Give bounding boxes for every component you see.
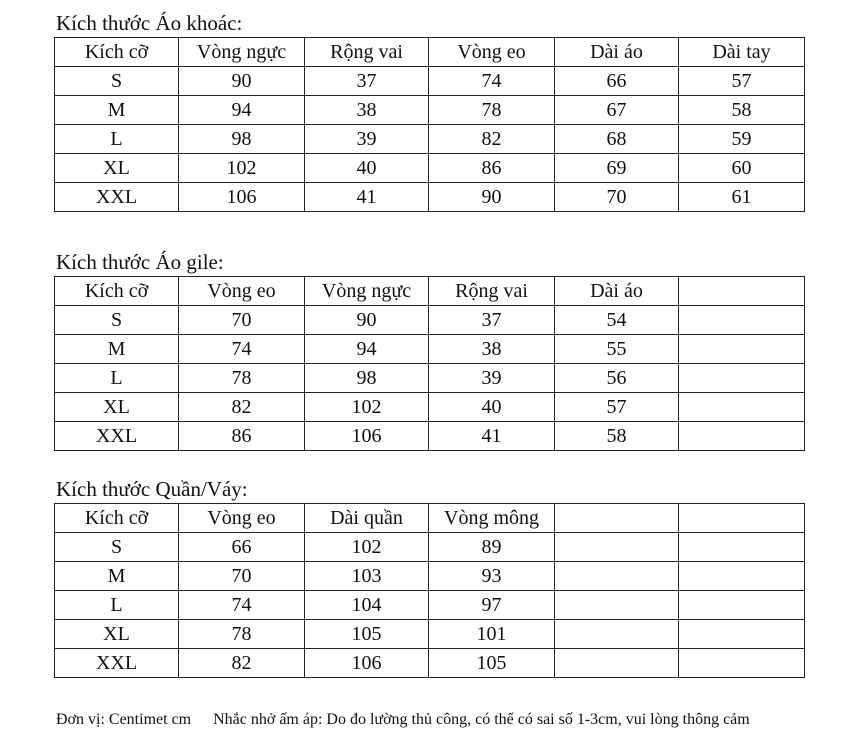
table-cell: 102 — [179, 154, 305, 183]
table-cell: 97 — [429, 591, 555, 620]
table-cell: 66 — [179, 533, 305, 562]
table-cell — [679, 591, 805, 620]
table-cell: 89 — [429, 533, 555, 562]
column-header — [679, 277, 805, 306]
table-cell: 78 — [179, 364, 305, 393]
table-row — [55, 154, 805, 183]
table-cell — [679, 533, 805, 562]
column-header: Rộng vai — [429, 277, 555, 306]
table-cell: 37 — [305, 67, 429, 96]
table-cell: XL — [55, 154, 179, 183]
table-cell: 70 — [555, 183, 679, 212]
table-cell: L — [55, 125, 179, 154]
table-cell: 57 — [555, 393, 679, 422]
table-cell — [555, 620, 679, 649]
table-row — [55, 562, 805, 591]
table-cell: 59 — [679, 125, 805, 154]
table-row — [55, 364, 805, 393]
column-header: Rộng vai — [305, 38, 429, 67]
table-cell: 66 — [555, 67, 679, 96]
table-row — [55, 335, 805, 364]
table-cell: M — [55, 335, 179, 364]
table-cell: M — [55, 96, 179, 125]
table-cell: L — [55, 591, 179, 620]
table-cell — [679, 306, 805, 335]
column-header: Dài quần — [305, 504, 429, 533]
table-cell: 90 — [179, 67, 305, 96]
table-cell: 106 — [305, 422, 429, 451]
vest-size-table — [54, 276, 805, 451]
table-cell: 70 — [179, 562, 305, 591]
table-cell: 55 — [555, 335, 679, 364]
table-cell: 40 — [429, 393, 555, 422]
table-cell: 41 — [429, 422, 555, 451]
table-cell — [679, 335, 805, 364]
unit-label: Đơn vị: Centimet cm — [56, 711, 192, 728]
column-header — [555, 504, 679, 533]
table-cell: 86 — [429, 154, 555, 183]
table-cell: 94 — [179, 96, 305, 125]
table-cell: 86 — [179, 422, 305, 451]
table-cell: XXL — [55, 422, 179, 451]
table-cell: 41 — [305, 183, 429, 212]
table-cell: 54 — [555, 306, 679, 335]
column-header: Dài áo — [555, 38, 679, 67]
header-row — [55, 38, 805, 67]
table-cell: 94 — [305, 335, 429, 364]
table-cell: 78 — [179, 620, 305, 649]
column-header: Vòng ngực — [179, 38, 305, 67]
column-header: Vòng mông — [429, 504, 555, 533]
table-cell: 56 — [555, 364, 679, 393]
table-cell: 60 — [679, 154, 805, 183]
column-header: Kích cỡ — [55, 504, 179, 533]
table-row — [55, 393, 805, 422]
header-row — [55, 504, 805, 533]
table-cell: 105 — [429, 649, 555, 678]
table-cell: 90 — [305, 306, 429, 335]
table-cell: 69 — [555, 154, 679, 183]
table-cell: 58 — [679, 96, 805, 125]
table-cell — [679, 422, 805, 451]
table-cell: 82 — [179, 393, 305, 422]
table-row — [55, 306, 805, 335]
table-cell: S — [55, 533, 179, 562]
table-cell: 40 — [305, 154, 429, 183]
table-cell: 74 — [179, 591, 305, 620]
table-cell: 68 — [555, 125, 679, 154]
header-row — [55, 277, 805, 306]
column-header: Kích cỡ — [55, 277, 179, 306]
table-cell — [555, 649, 679, 678]
table-cell: 61 — [679, 183, 805, 212]
table-cell: 102 — [305, 533, 429, 562]
table-cell: 78 — [429, 96, 555, 125]
table-cell: 39 — [305, 125, 429, 154]
column-header: Vòng ngực — [305, 277, 429, 306]
table-cell: M — [55, 562, 179, 591]
table-cell: XXL — [55, 183, 179, 212]
table-cell: 90 — [429, 183, 555, 212]
table-cell — [679, 562, 805, 591]
table-cell: 106 — [305, 649, 429, 678]
table-row — [55, 649, 805, 678]
column-header: Dài áo — [555, 277, 679, 306]
table-row — [55, 67, 805, 96]
table-cell — [679, 393, 805, 422]
table-cell: 38 — [429, 335, 555, 364]
table-cell: S — [55, 306, 179, 335]
table-row — [55, 533, 805, 562]
table-cell — [679, 620, 805, 649]
table-cell: XL — [55, 620, 179, 649]
table-row — [55, 183, 805, 212]
table-cell: 98 — [305, 364, 429, 393]
table-cell: 102 — [305, 393, 429, 422]
pants-size-title: Kích thước Quần/Váy: — [56, 477, 248, 501]
column-header: Kích cỡ — [55, 38, 179, 67]
column-header: Vòng eo — [179, 277, 305, 306]
table-cell — [555, 562, 679, 591]
column-header: Dài tay — [679, 38, 805, 67]
table-cell — [555, 533, 679, 562]
vest-size-title: Kích thước Áo gile: — [56, 250, 224, 274]
column-header — [679, 504, 805, 533]
table-cell: 93 — [429, 562, 555, 591]
table-row — [55, 422, 805, 451]
table-cell: 37 — [429, 306, 555, 335]
table-row — [55, 620, 805, 649]
table-row — [55, 591, 805, 620]
table-cell: 105 — [305, 620, 429, 649]
table-cell: L — [55, 364, 179, 393]
disclaimer-text: Nhắc nhở ấm áp: Do đo lường thủ công, có thể có sai số 1-3cm, vui lòng thông cảm — [213, 711, 750, 728]
table-cell: XL — [55, 393, 179, 422]
table-cell — [679, 364, 805, 393]
jacket-size-table — [54, 37, 805, 212]
table-cell: 98 — [179, 125, 305, 154]
table-cell: 57 — [679, 67, 805, 96]
table-row — [55, 96, 805, 125]
table-cell: 70 — [179, 306, 305, 335]
table-cell: 74 — [179, 335, 305, 364]
table-cell — [555, 591, 679, 620]
table-cell: 103 — [305, 562, 429, 591]
table-cell: 106 — [179, 183, 305, 212]
table-cell: 38 — [305, 96, 429, 125]
table-cell — [679, 649, 805, 678]
table-cell: 101 — [429, 620, 555, 649]
column-header: Vòng eo — [429, 38, 555, 67]
column-header: Vòng eo — [179, 504, 305, 533]
table-cell: 82 — [429, 125, 555, 154]
table-cell: 58 — [555, 422, 679, 451]
table-cell: 39 — [429, 364, 555, 393]
table-cell: 104 — [305, 591, 429, 620]
footer-note — [56, 711, 750, 729]
table-cell: S — [55, 67, 179, 96]
table-cell: XXL — [55, 649, 179, 678]
pants-size-table — [54, 503, 805, 678]
table-row — [55, 125, 805, 154]
table-cell: 67 — [555, 96, 679, 125]
jacket-size-title: Kích thước Áo khoác: — [56, 11, 243, 35]
table-cell: 82 — [179, 649, 305, 678]
table-cell: 74 — [429, 67, 555, 96]
